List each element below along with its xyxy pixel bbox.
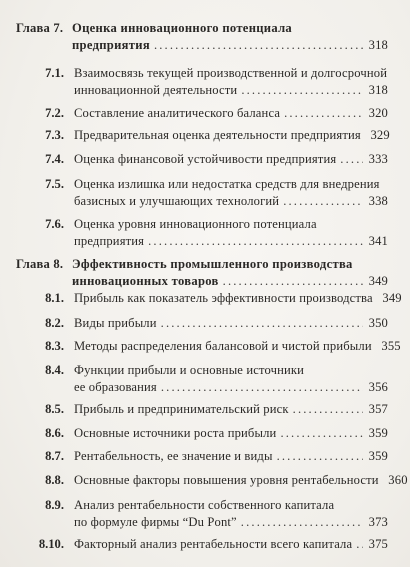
section-number: 7.2. [45, 106, 64, 120]
page-number: 359 [368, 426, 388, 440]
dot-leader [241, 82, 363, 99]
dot-leader [283, 193, 363, 210]
page-number: 338 [368, 194, 388, 208]
dot-leader [241, 514, 363, 531]
chapter-title-line: предприятия [72, 38, 150, 52]
chapter-title-line: Оценка инновационного потенциала [72, 21, 293, 35]
section-title-line: инновационной деятельности [74, 83, 238, 97]
section-title-line: Взаимосвязь текущей производственной и долгосрочной [74, 66, 388, 80]
toc-section-8-2 [16, 315, 388, 332]
section-number: 8.10. [38, 537, 64, 551]
section-title-line: Оценка излишка или недостатка средств для внедрения [74, 177, 380, 191]
page-number: 349 [382, 291, 402, 305]
toc-section-7-1 [16, 65, 388, 99]
section-title-line: Методы распределения балансовой и чистой прибыли [74, 339, 372, 353]
toc-section-7-6 [16, 216, 388, 250]
section-title-line: Виды прибыли [74, 316, 157, 330]
section-title-line: Факторный анализ рентабельности всего капитала [74, 537, 353, 551]
section-number: 8.7. [45, 449, 64, 463]
page-number: 373 [368, 515, 388, 529]
section-number: 8.3. [45, 339, 64, 353]
section-title-line: Оценка финансовой устойчивости предприятия [74, 152, 337, 166]
section-number: 7.1. [45, 66, 64, 80]
dot-leader [356, 536, 363, 553]
section-title-line: Рентабельность, ее значение и виды [74, 449, 273, 463]
section-number: 8.8. [45, 473, 64, 487]
page-number: 349 [368, 274, 388, 288]
page-number: 333 [368, 152, 388, 166]
section-title-line: Составление аналитического баланса [74, 106, 281, 120]
chapter-number: Глава 7. [16, 21, 64, 35]
page-number: 318 [368, 83, 388, 97]
page-number: 320 [368, 106, 388, 120]
dot-leader [284, 105, 363, 122]
page-number: 359 [368, 449, 388, 463]
section-number: 7.6. [45, 217, 64, 231]
dot-leader [340, 151, 363, 168]
page-number: 329 [370, 128, 390, 142]
dot-leader [161, 379, 363, 396]
page-number: 355 [381, 339, 401, 353]
toc-section-8-4 [16, 362, 388, 396]
dot-leader [277, 448, 363, 465]
section-title-line: Функции прибыли и основные источники [74, 363, 305, 377]
toc-section-8-1 [16, 290, 402, 307]
toc-section-8-10 [16, 536, 388, 553]
page-number: 356 [368, 380, 388, 394]
chapter-title-line: инновационных товаров [72, 274, 219, 288]
chapter-title-line: Эффективность промышленного производства [72, 257, 353, 271]
toc-section-8-7 [16, 448, 388, 465]
toc-section-7-3 [16, 127, 388, 144]
section-number: 8.2. [45, 316, 64, 330]
section-title-line: базисных и улучшающих технологий [74, 194, 280, 208]
section-title-line: Оценка уровня инновационного потенциала [74, 217, 317, 231]
chapter-number: Глава 8. [16, 257, 64, 271]
toc-section-7-5 [16, 176, 388, 210]
section-title-line: предприятия [74, 234, 145, 248]
section-number: 8.9. [45, 498, 64, 512]
page-number: 357 [368, 402, 388, 416]
toc-section-8-9 [16, 497, 388, 531]
section-title-line: Основные источники роста прибыли [74, 426, 277, 440]
section-number: 8.6. [45, 426, 64, 440]
section-title-line: ее образования [74, 380, 157, 394]
section-title-line: Основные факторы повышения уровня рентабельности [74, 473, 379, 487]
page-number: 360 [388, 473, 408, 487]
toc-section-7-4 [16, 151, 388, 168]
toc-section-7-2 [16, 105, 388, 122]
section-number: 7.3. [45, 128, 64, 142]
toc-section-8-3 [16, 338, 401, 355]
dot-leader [161, 315, 363, 332]
dot-leader [293, 401, 363, 418]
section-number: 8.1. [45, 291, 64, 305]
page-number: 341 [368, 234, 388, 248]
dot-leader [223, 273, 363, 290]
toc-section-8-8 [16, 472, 408, 489]
section-number: 8.5. [45, 402, 64, 416]
page-number: 375 [368, 537, 388, 551]
section-title-line: Прибыль как показатель эффективности производства [74, 291, 373, 305]
dot-leader [148, 233, 363, 250]
section-number: 7.4. [45, 152, 64, 166]
section-title-line: Анализ рентабельности собственного капитала [74, 498, 335, 512]
page-number: 350 [368, 316, 388, 330]
toc-section-8-6 [16, 425, 388, 442]
section-number: 7.5. [45, 177, 64, 191]
toc-chapter-7 [16, 20, 388, 54]
dot-leader [280, 425, 363, 442]
section-number: 8.4. [45, 363, 64, 377]
section-title-line: по формуле фирмы “Du Pont” [74, 515, 237, 529]
dot-leader [154, 37, 363, 54]
section-title-line: Прибыль и предпринимательский риск [74, 402, 289, 416]
toc-chapter-8 [16, 256, 388, 290]
page-number: 318 [368, 38, 388, 52]
section-title-line: Предварительная оценка деятельности предприятия [74, 128, 361, 142]
toc-section-8-5 [16, 401, 388, 418]
